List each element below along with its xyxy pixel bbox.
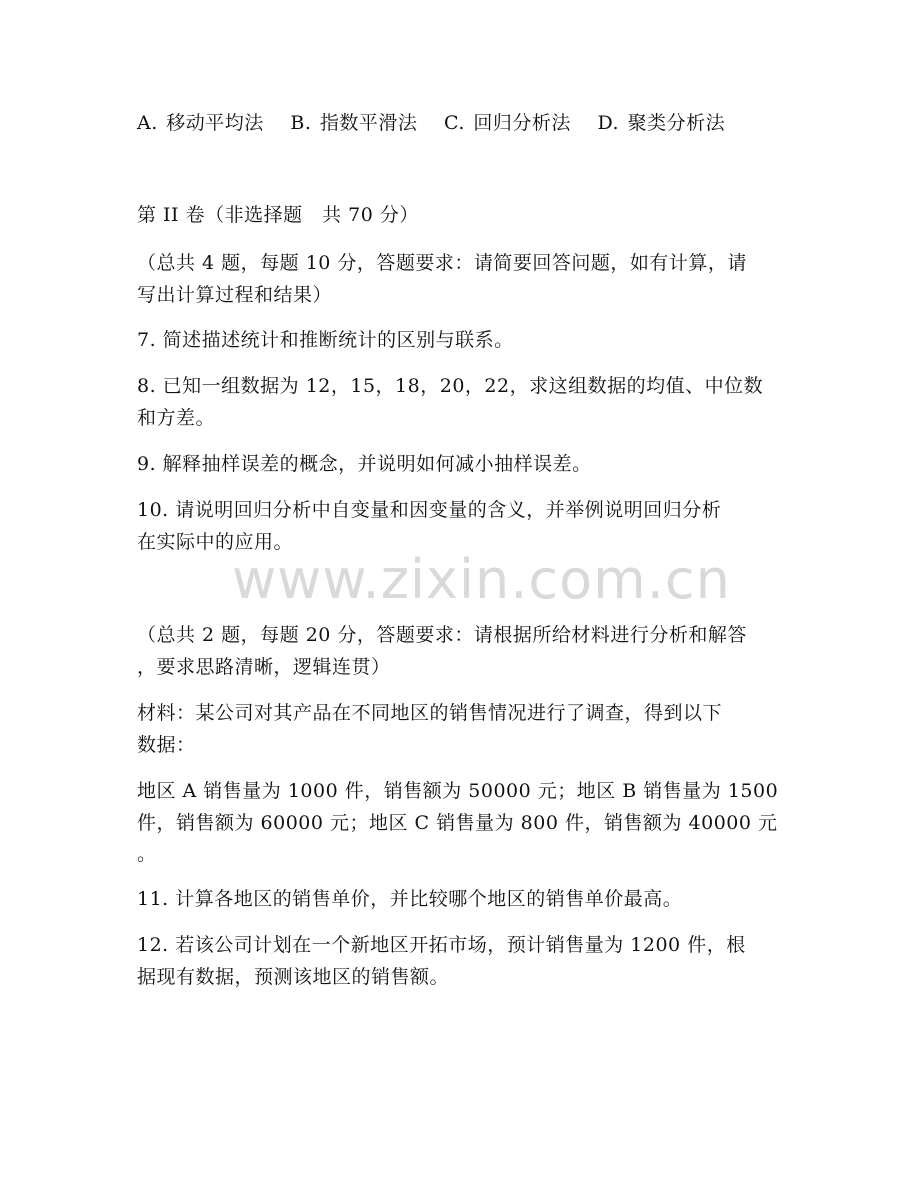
option-d: D. 聚类分析法: [597, 112, 726, 134]
option-a: A. 移动平均法: [137, 112, 264, 134]
answer-options: [137, 108, 743, 139]
question-10-line-2: 在实际中的应用。: [137, 530, 294, 553]
question-8: [137, 371, 787, 434]
section-title: 第 II 卷（非选择题 共 70 分）: [137, 204, 419, 226]
analysis-instructions: [137, 620, 787, 683]
question-12: [137, 930, 787, 993]
analysis-instructions-line-2: ，要求思路清晰，逻辑连贯）: [137, 655, 391, 678]
question-12-line-1: 12. 若该公司计划在一个新地区开拓市场，预计销售量为 1200 件，根: [137, 934, 746, 956]
option-c: C. 回归分析法: [443, 112, 571, 134]
sales-data-line-1: 地区 A 销售量为 1000 件，销售额为 50000 元；地区 B 销售量为 1500: [137, 780, 779, 802]
material-line-2: 数据：: [137, 733, 196, 756]
question-12-line-2: 据现有数据，预测该地区的销售额。: [137, 965, 450, 988]
short-answer-instructions: [137, 248, 787, 311]
material-line-1: 材料：某公司对其产品在不同地区的销售情况进行了调查，得到以下: [137, 702, 723, 724]
question-11: 11. 计算各地区的销售单价，并比较哪个地区的销售单价最高。: [137, 888, 683, 910]
question-7: 7. 简述描述统计和推断统计的区别与联系。: [137, 329, 514, 351]
sales-data-line-3: 。: [137, 843, 157, 865]
watermark: www.zixin.com.cn: [232, 548, 731, 611]
analysis-instructions-line-1: （总共 2 题，每题 20 分，答题要求：请根据所给材料进行分析和解答: [137, 624, 747, 646]
material-intro: [137, 698, 787, 761]
sales-data-line-2: 件，销售额为 60000 元；地区 C 销售量为 800 件，销售额为 40000 元: [137, 811, 778, 834]
instructions-line-1: （总共 4 题，每题 10 分，答题要求：请简要回答问题，如有计算，请: [137, 252, 747, 274]
question-8-line-1: 8. 已知一组数据为 12，15，18，20，22，求这组数据的均值、中位数: [137, 375, 764, 397]
question-10-line-1: 10. 请说明回归分析中自变量和因变量的含义，并举例说明回归分析: [137, 499, 722, 521]
sales-data: [137, 776, 787, 871]
instructions-line-2: 写出计算过程和结果）: [137, 283, 333, 306]
question-9: 9. 解释抽样误差的概念，并说明如何减小抽样误差。: [137, 453, 592, 475]
question-8-line-2: 和方差。: [137, 406, 216, 429]
option-b: B. 指数平滑法: [290, 112, 418, 134]
